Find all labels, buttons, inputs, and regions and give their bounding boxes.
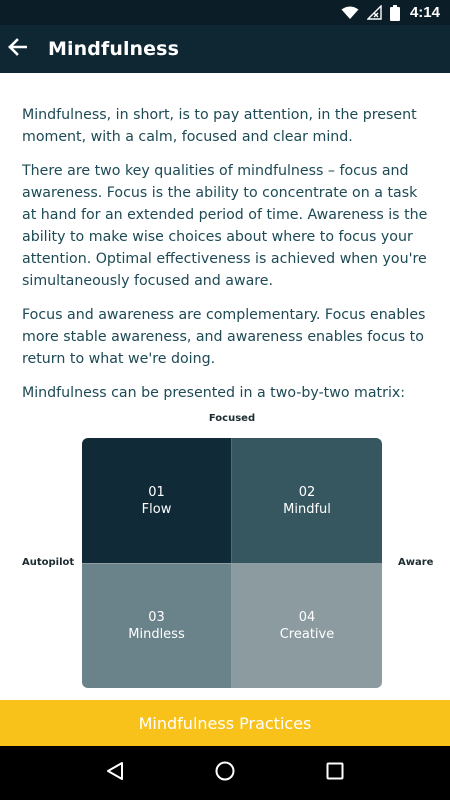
circle-home-icon: [215, 761, 235, 785]
cell-label: Mindful: [283, 501, 331, 517]
matrix-cell-flow: [82, 438, 232, 563]
paragraph: There are two key qualities of mindfulness – focus and awareness. Focus is the ability to concentrate on a task at hand for an extended period of time. Awareness is the ability to make wise choices about where to focus your attention. Optimal effectiveness is achieved when you're simultaneously focused and aware.: [22, 163, 428, 289]
axis-label-autopilot: Autopilot: [22, 557, 75, 568]
matrix-cell-mindful: [232, 438, 382, 563]
axis-label-focused: Focused: [208, 413, 256, 424]
matrix-cell-mindless: [82, 563, 232, 688]
cell-number: 02: [298, 484, 316, 500]
status-bar: [0, 0, 450, 25]
paragraph: Mindfulness, in short, is to pay attention, in the present moment, with a calm, focused and clear mind.: [22, 107, 417, 145]
axis-label-aware: Aware: [398, 557, 434, 568]
article-content: [22, 104, 432, 416]
app-bar: [0, 25, 450, 73]
matrix-cell-creative: [232, 563, 382, 688]
nav-home-button[interactable]: [203, 751, 247, 795]
arrow-left-icon: [7, 38, 27, 60]
cell-number: 04: [298, 610, 316, 625]
square-recents-icon: [326, 762, 344, 784]
nav-back-button[interactable]: [93, 751, 137, 795]
system-nav-bar: [0, 746, 450, 800]
battery-icon: [390, 5, 400, 21]
back-button[interactable]: [0, 25, 34, 73]
paragraph: Focus and awareness are complementary. Focus enables more stable awareness, and awareness enables focus to return to what we're doing.: [22, 307, 426, 367]
cell-label: Creative: [279, 627, 335, 642]
wifi-icon: [341, 6, 359, 20]
cell-label: Flow: [141, 501, 172, 517]
triangle-back-icon: [106, 761, 124, 785]
cell-number: 03: [148, 610, 165, 625]
nav-recents-button[interactable]: [313, 751, 357, 795]
status-time: 4:14: [409, 4, 440, 21]
cell-number: 01: [148, 484, 165, 500]
mindfulness-matrix: [0, 405, 450, 695]
paragraph: Mindfulness can be presented in a two-by-two matrix:: [22, 385, 406, 401]
cell-label: Mindless: [128, 627, 185, 642]
matrix-grid: [82, 438, 382, 688]
page-title: Mindfulness: [48, 38, 179, 60]
signal-off-icon: [367, 5, 382, 20]
mindfulness-practices-button[interactable]: [0, 700, 450, 746]
cta-label: Mindfulness Practices: [138, 713, 312, 733]
